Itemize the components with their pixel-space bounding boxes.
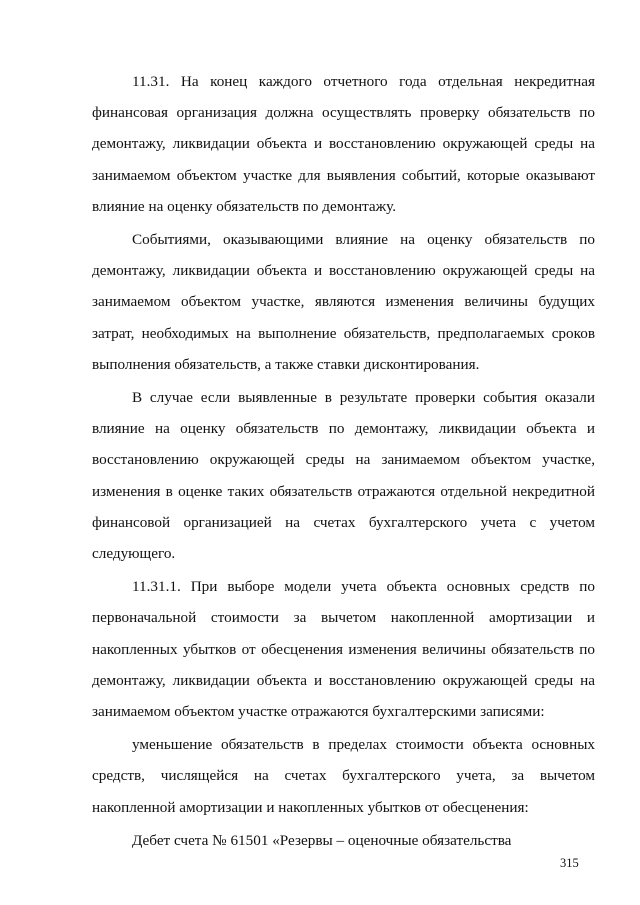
page-number: 315 xyxy=(560,856,579,870)
paragraph-decrease: уменьшение обязательств в пределах стоимости объекта основных средств, числящейся на счетах бухгалтерского учета, за вычетом накопленной амортизации и накопленных убытков от обесценения: xyxy=(92,736,595,816)
paragraph-changes: В случае если выявленные в результате проверки события оказали влияние на оценку обязательств по демонтажу, ликвидации объекта и восстановлению окружающей среды на занимаемом объектом участке, изменения в оценке таких обязательств отражаются отдельной некредитной финансовой организацией на счетах бухгалтерского учета с учетом следующего. xyxy=(92,389,595,563)
paragraph-11-31: 11.31. На конец каждого отчетного года отдельная некредитная финансовая организация должна осуществлять проверку обязательств по демонтажу, ликвидации объекта и восстановлению окружающей среды на занимаемом объектом участке для выявления событий, которые оказывают влияние на оценку обязательств по демонтажу. xyxy=(92,73,595,215)
paragraph-debit: Дебет счета № 61501 «Резервы – оценочные обязательства xyxy=(132,831,512,849)
body-text xyxy=(92,66,595,856)
paragraph-events: Событиями, оказывающими влияние на оценку обязательств по демонтажу, ликвидации объекта и восстановлению окружающей среды на занимаемом объектом участке, являются изменения величины будущих затрат, необходимых на выполнение обязательств, предполагаемых сроков выполнения обязательств, а также ставки дисконтирования. xyxy=(92,231,595,373)
paragraph-11-31-1: 11.31.1. При выборе модели учета объекта основных средств по первоначальной стоимости за вычетом накопленной амортизации и накопленных убытков от обесценения изменения величины обязательств по демонтажу, ликвидации объекта и восстановлению окружающей среды на занимаемом объектом участке отражаются бухгалтерскими записями: xyxy=(92,578,595,721)
